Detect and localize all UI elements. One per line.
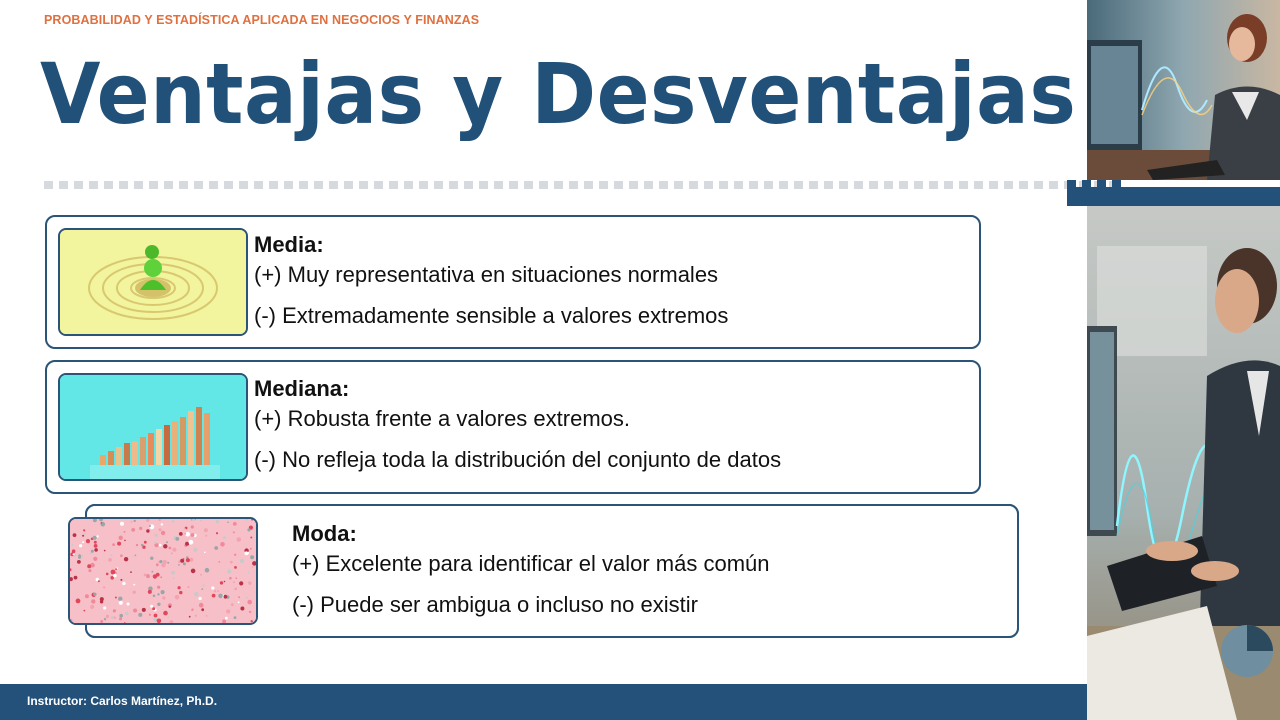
card-mediana-pro: (+) Robusta frente a valores extremos. [254, 406, 630, 431]
card-moda-pro: (+) Excelente para identificar el valor más común [292, 551, 770, 576]
card-media-pro: (+) Muy representativa en situaciones normales [254, 262, 719, 287]
bar-chart-blocks-image [58, 373, 248, 481]
card-moda-heading: Moda: [292, 521, 357, 546]
side-photos [1087, 0, 1280, 720]
card-moda-con: (-) Puede ser ambigua o incluso no existir [292, 592, 698, 617]
woman-analyst-photo [1087, 0, 1280, 180]
card-mediana-heading: Mediana: [254, 376, 350, 401]
course-title: PROBABILIDAD Y ESTADÍSTICA APLICADA EN NEGOCIOS Y FINANZAS [44, 13, 480, 27]
card-mediana-con: (-) No refleja toda la distribución del conjunto de datos [254, 447, 782, 472]
instructor-label: Instructor: Carlos Martínez, Ph.D. [27, 694, 218, 708]
zen-sand-circles-image [58, 228, 248, 336]
confetti-image [68, 517, 258, 625]
dotted-divider [44, 181, 1124, 189]
card-media-heading: Media: [254, 232, 324, 257]
card-moda-text [292, 519, 770, 620]
man-analyst-photo [1087, 206, 1280, 720]
card-mediana-text [254, 374, 781, 475]
page-title: Ventajas y Desventajas [40, 45, 1077, 143]
card-media-text [254, 230, 728, 331]
card-media-con: (-) Extremadamente sensible a valores extremos [254, 303, 729, 328]
